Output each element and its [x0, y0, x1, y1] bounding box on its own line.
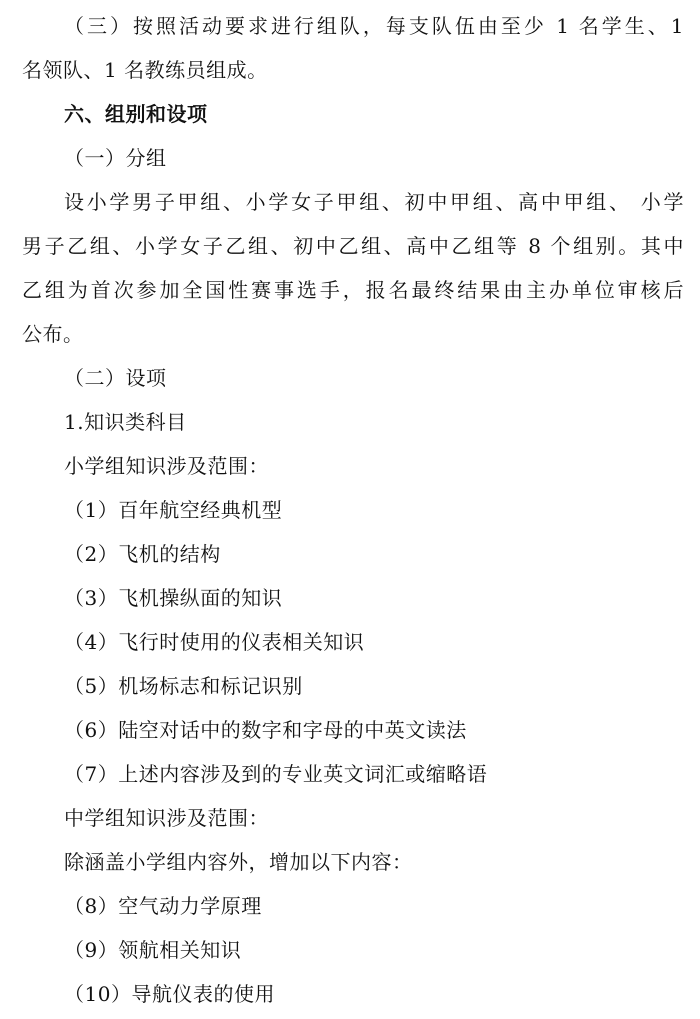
subsection-heading: （二）设项	[64, 366, 167, 390]
list-item: （8）空气动力学原理	[64, 894, 262, 918]
paragraph-line: 乙组为首次参加全国性赛事选手，报名最终结果由主办单位审核后	[22, 278, 684, 302]
paragraph-line: 名领队、1 名教练员组成。	[22, 58, 268, 82]
section-heading: 六、组别和设项	[64, 102, 208, 126]
list-item: （5）机场标志和标记识别	[64, 674, 303, 698]
list-item: （7）上述内容涉及到的专业英文词汇或缩略语	[64, 762, 488, 786]
paragraph-line: 公布。	[22, 322, 84, 346]
paragraph-line: 设小学男子甲组、小学女子甲组、初中甲组、高中甲组、 小学	[64, 190, 684, 214]
list-item: （9）领航相关知识	[64, 938, 242, 962]
scope-label: 中学组知识涉及范围：	[64, 806, 269, 830]
list-item: （1）百年航空经典机型	[64, 498, 283, 522]
paragraph-line: 男子乙组、小学女子乙组、初中乙组、高中乙组等 8 个组别。其中	[22, 234, 684, 258]
scope-label: 小学组知识涉及范围：	[64, 454, 269, 478]
list-item: （10）导航仪表的使用	[64, 982, 275, 1006]
paragraph-line: （三）按照活动要求进行组队，每支队伍由至少 1 名学生、1	[64, 14, 684, 38]
item-heading: 1.知识类科目	[64, 410, 187, 434]
list-item: （4）飞行时使用的仪表相关知识	[64, 630, 365, 654]
list-item: （6）陆空对话中的数字和字母的中英文读法	[64, 718, 467, 742]
list-item: （3）飞机操纵面的知识	[64, 586, 283, 610]
paragraph-line: 除涵盖小学组内容外，增加以下内容：	[64, 850, 413, 874]
subsection-heading: （一）分组	[64, 146, 167, 170]
list-item: （2）飞机的结构	[64, 542, 221, 566]
